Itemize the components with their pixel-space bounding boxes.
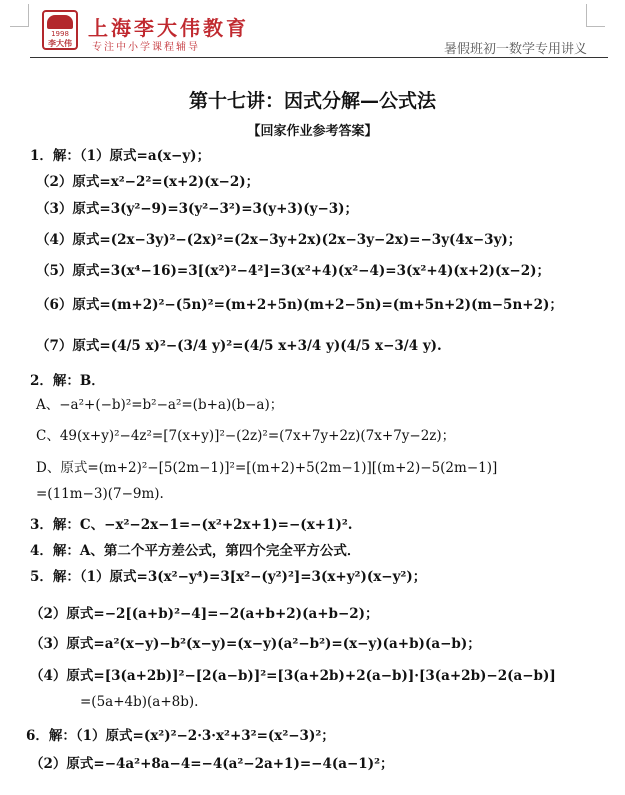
- margin-corner-mark: [10, 4, 29, 27]
- answer-line: （6）原式=(m+2)²−(5n)²=(m+2+5n)(m+2−5n)=(m+5n+2)(m−5n+2)；: [36, 297, 563, 313]
- answer-line: （2）原式=x²−2²=(x+2)(x−2)；: [36, 174, 260, 190]
- page-subtitle: 【回家作业参考答案】: [247, 124, 378, 139]
- answer-line: 6．解：（1）原式=(x²)²−2·3·x²+3²=(x²−3)²；: [26, 728, 335, 744]
- org-name: 上海李大伟教育: [88, 16, 249, 40]
- answer-line: 1．解：（1）原式=a(x−y)；: [30, 148, 211, 164]
- answer-line: =(5a+4b)(a+8b).: [80, 694, 199, 710]
- answer-line: A、−a²+(−b)²=b²−a²=(b+a)(b−a)；: [36, 397, 284, 413]
- header-rule: [30, 57, 608, 58]
- answer-line: （4）原式=(2x−3y)²−(2x)²=(2x−3y+2x)(2x−3y−2x)=−3y(4x−3y)；: [36, 232, 522, 248]
- answer-line: （4）原式=[3(a+2b)]²−[2(a−b)]²=[3(a+2b)+2(a−b)]·[3(a+2b)−2(a−b)]: [30, 668, 556, 684]
- course-label: 暑假班初一数学专用讲义: [443, 42, 587, 57]
- logo: [42, 10, 78, 50]
- answer-line: C、49(x+y)²−4z²=[7(x+y)]²−(2z)²=(7x+7y+2z)(7x+7y−2z)；: [36, 428, 456, 444]
- answer-line: （5）原式=3(x⁴−16)=3[(x²)²−4²]=3(x²+4)(x²−4)=3(x²+4)(x+2)(x−2)；: [36, 263, 550, 279]
- answer-line: D、原式=(m+2)²−[5(2m−1)]²=[(m+2)+5(2m−1)][(m+2)−5(2m−1)]: [36, 460, 498, 476]
- answer-line: 4．解：A、第二个平方差公式，第四个完全平方公式．: [30, 543, 361, 559]
- logo-cap-icon: [47, 15, 73, 29]
- answer-line: =(11m−3)(7−9m).: [36, 486, 164, 502]
- answer-line: （7）原式=(4/5 x)²−(3/4 y)²=(4/5 x+3/4 y)(4/5 x−3/4 y).: [36, 338, 442, 354]
- answer-line: （3）原式=3(y²−9)=3(y²−3²)=3(y+3)(y−3)；: [36, 201, 359, 217]
- answer-line: 5．解：（1）原式=3(x²−y⁴)=3[x²−(y²)²]=3(x+y²)(x−y²)；: [30, 569, 427, 585]
- answer-line: 2．解：B．: [30, 373, 105, 389]
- answer-line: （2）原式=−4a²+8a−4=−4(a²−2a+1)=−4(a−1)²；: [30, 756, 394, 772]
- answer-line: （3）原式=a²(x−y)−b²(x−y)=(x−y)(a²−b²)=(x−y)(a+b)(a−b)；: [30, 636, 481, 652]
- page-title: 第十七讲：因式分解—公式法: [188, 90, 436, 112]
- logo-year: 1998: [51, 30, 69, 38]
- answer-line: （2）原式=−2[(a+b)²−4]=−2(a+b+2)(a+b−2)；: [30, 606, 379, 622]
- page-header: [0, 0, 625, 62]
- org-slogan: 专注中小学课程辅导: [92, 42, 200, 53]
- logo-name: 李大伟: [48, 38, 72, 48]
- answer-line: 3．解：C、−x²−2x−1=−(x²+2x+1)=−(x+1)².: [30, 517, 353, 533]
- margin-corner-mark: [586, 4, 605, 27]
